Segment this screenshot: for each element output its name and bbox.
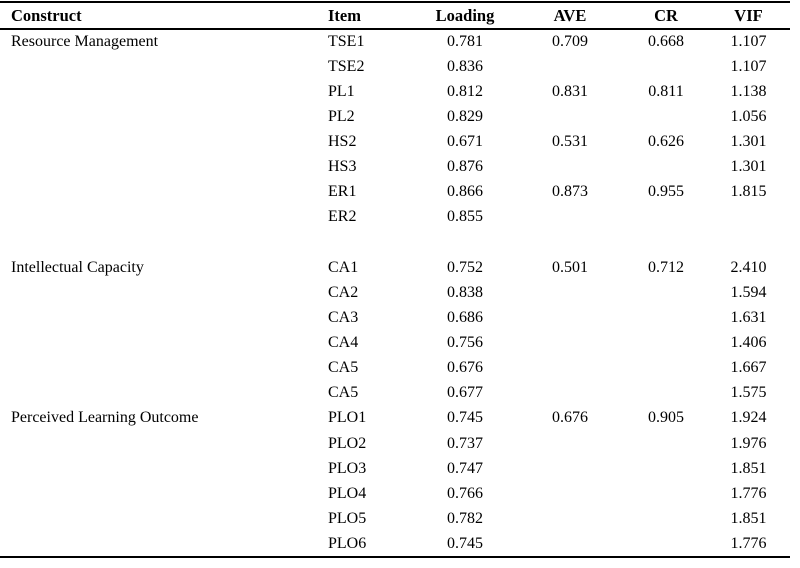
cell-loading: 0.781 — [447, 33, 483, 51]
cell-loading: 0.752 — [447, 258, 483, 276]
cell-construct — [0, 356, 328, 381]
cell-ave: 0.709 — [552, 33, 588, 51]
cell-item: PLO1 — [328, 409, 367, 427]
cell-vif: 1.631 — [730, 308, 767, 326]
cell-cr — [625, 356, 707, 381]
cell-construct — [0, 155, 328, 180]
cell-cr — [625, 155, 707, 180]
cell-loading: 0.812 — [447, 82, 483, 100]
table-header — [0, 2, 790, 29]
table-row — [0, 79, 790, 104]
table-row — [0, 331, 790, 356]
column-header-item: Item — [328, 5, 361, 25]
cell-ave — [515, 431, 625, 456]
table-row — [0, 305, 790, 330]
table-row — [0, 155, 790, 180]
cell-ave — [515, 532, 625, 557]
table-body — [0, 29, 790, 557]
cell-vif — [707, 230, 790, 255]
table-row — [0, 532, 790, 557]
cell-cr: 0.955 — [648, 183, 684, 201]
cell-cr — [625, 481, 707, 506]
cell-loading: 0.876 — [447, 158, 483, 176]
cell-cr: 0.905 — [648, 409, 684, 427]
cell-ave — [515, 280, 625, 305]
cell-item: HS3 — [328, 158, 357, 176]
table-row — [0, 406, 790, 431]
cell-ave: 0.531 — [552, 133, 588, 151]
cell-loading: 0.745 — [447, 409, 483, 427]
cell-vif: 1.056 — [730, 107, 767, 125]
cell-vif: 1.667 — [730, 359, 767, 377]
cell-cr: 0.712 — [648, 258, 684, 276]
cell-item: ER2 — [328, 208, 357, 226]
cell-loading: 0.747 — [447, 459, 483, 477]
cell-vif: 1.594 — [730, 283, 767, 301]
cell-loading: 0.866 — [447, 183, 483, 201]
cell-item: PLO6 — [328, 534, 367, 552]
column-header-ave: AVE — [553, 5, 587, 25]
cell-loading: 0.766 — [447, 484, 483, 502]
cell-vif: 1.851 — [730, 509, 767, 527]
table-row — [0, 255, 790, 280]
cell-vif: 1.107 — [730, 57, 767, 75]
cell-item: PLO3 — [328, 459, 367, 477]
cell-ave — [515, 506, 625, 531]
cell-construct — [0, 230, 328, 255]
cell-construct — [0, 431, 328, 456]
cell-ave — [515, 331, 625, 356]
cell-cr — [625, 205, 707, 230]
cell-cr — [625, 381, 707, 406]
cell-vif: 1.107 — [730, 33, 767, 51]
table-row — [0, 205, 790, 230]
cell-construct — [0, 305, 328, 330]
table-row — [0, 431, 790, 456]
cell-cr: 0.811 — [648, 82, 684, 100]
cell-item: PLO5 — [328, 509, 367, 527]
cell-construct — [0, 180, 328, 205]
cell-loading: 0.677 — [447, 384, 483, 402]
cell-construct — [0, 205, 328, 230]
cell-item: TSE1 — [328, 33, 365, 51]
cell-loading: 0.838 — [447, 283, 483, 301]
table-row — [0, 381, 790, 406]
cell-item: PLO2 — [328, 434, 367, 452]
table-row — [0, 104, 790, 129]
cell-ave — [515, 456, 625, 481]
cell-cr — [625, 230, 707, 255]
cell-cr — [625, 431, 707, 456]
cell-ave — [515, 481, 625, 506]
column-header-loading: Loading — [435, 5, 495, 25]
cell-cr — [625, 506, 707, 531]
measurement-model-table-wrap — [0, 1, 790, 558]
cell-item: CA2 — [328, 283, 359, 301]
cell-loading: 0.829 — [447, 107, 483, 125]
cell-construct — [0, 506, 328, 531]
table-row — [0, 456, 790, 481]
column-header-vif: VIF — [734, 5, 763, 25]
cell-construct — [0, 532, 328, 557]
cell-item: CA1 — [328, 258, 359, 276]
cell-construct: Perceived Learning Outcome — [11, 409, 199, 427]
cell-item: CA3 — [328, 308, 359, 326]
measurement-model-table — [0, 1, 790, 558]
header-row — [0, 2, 790, 29]
cell-cr — [625, 104, 707, 129]
cell-construct — [0, 456, 328, 481]
cell-loading: 0.855 — [447, 208, 483, 226]
cell-vif: 1.976 — [730, 434, 767, 452]
cell-vif: 1.301 — [730, 133, 767, 151]
table-row — [0, 29, 790, 54]
cell-loading: 0.686 — [447, 308, 483, 326]
table-row — [0, 356, 790, 381]
cell-construct — [0, 331, 328, 356]
cell-construct — [0, 130, 328, 155]
cell-construct — [0, 280, 328, 305]
cell-item — [328, 230, 415, 255]
cell-cr: 0.668 — [648, 33, 684, 51]
spacer-row — [0, 230, 790, 255]
cell-construct — [0, 481, 328, 506]
table-row — [0, 180, 790, 205]
cell-vif: 1.924 — [730, 409, 767, 427]
cell-construct — [0, 54, 328, 79]
cell-vif: 1.776 — [730, 484, 767, 502]
cell-construct: Resource Management — [11, 33, 159, 51]
cell-cr — [625, 532, 707, 557]
cell-ave: 0.501 — [552, 258, 588, 276]
cell-ave — [515, 155, 625, 180]
table-row — [0, 481, 790, 506]
cell-cr — [625, 305, 707, 330]
column-header-cr: CR — [654, 5, 678, 25]
table-row — [0, 280, 790, 305]
table-row — [0, 506, 790, 531]
cell-item: CA4 — [328, 334, 359, 352]
cell-loading: 0.676 — [447, 359, 483, 377]
cell-item: CA5 — [328, 359, 359, 377]
cell-vif — [707, 205, 790, 230]
cell-ave — [515, 305, 625, 330]
cell-ave — [515, 230, 625, 255]
cell-cr — [625, 456, 707, 481]
cell-cr — [625, 54, 707, 79]
cell-vif: 1.138 — [730, 82, 767, 100]
cell-loading: 0.782 — [447, 509, 483, 527]
cell-vif: 1.406 — [730, 334, 767, 352]
table-row — [0, 54, 790, 79]
cell-vif: 2.410 — [730, 258, 767, 276]
cell-construct — [0, 79, 328, 104]
cell-cr — [625, 280, 707, 305]
cell-ave — [515, 356, 625, 381]
cell-ave — [515, 104, 625, 129]
column-header-construct: Construct — [11, 5, 82, 25]
cell-item: CA5 — [328, 384, 359, 402]
cell-cr — [625, 331, 707, 356]
cell-item: PLO4 — [328, 484, 367, 502]
cell-loading: 0.756 — [447, 334, 483, 352]
cell-item: HS2 — [328, 133, 357, 151]
cell-vif: 1.776 — [730, 534, 767, 552]
cell-construct — [0, 381, 328, 406]
cell-item: PL1 — [328, 82, 355, 100]
cell-ave — [515, 54, 625, 79]
cell-ave — [515, 205, 625, 230]
cell-vif: 1.815 — [730, 183, 767, 201]
cell-ave: 0.831 — [552, 82, 588, 100]
cell-loading: 0.745 — [447, 534, 483, 552]
cell-ave: 0.676 — [552, 409, 588, 427]
cell-loading: 0.737 — [447, 434, 483, 452]
cell-loading: 0.836 — [447, 57, 483, 75]
cell-loading — [415, 230, 515, 255]
cell-vif: 1.851 — [730, 459, 767, 477]
cell-construct — [0, 104, 328, 129]
cell-cr: 0.626 — [648, 133, 684, 151]
cell-ave — [515, 381, 625, 406]
table-row — [0, 130, 790, 155]
cell-item: PL2 — [328, 107, 355, 125]
cell-construct: Intellectual Capacity — [11, 258, 144, 276]
cell-vif: 1.575 — [730, 384, 767, 402]
cell-item: TSE2 — [328, 57, 365, 75]
cell-vif: 1.301 — [730, 158, 767, 176]
cell-ave: 0.873 — [552, 183, 588, 201]
cell-item: ER1 — [328, 183, 357, 201]
cell-loading: 0.671 — [447, 133, 483, 151]
